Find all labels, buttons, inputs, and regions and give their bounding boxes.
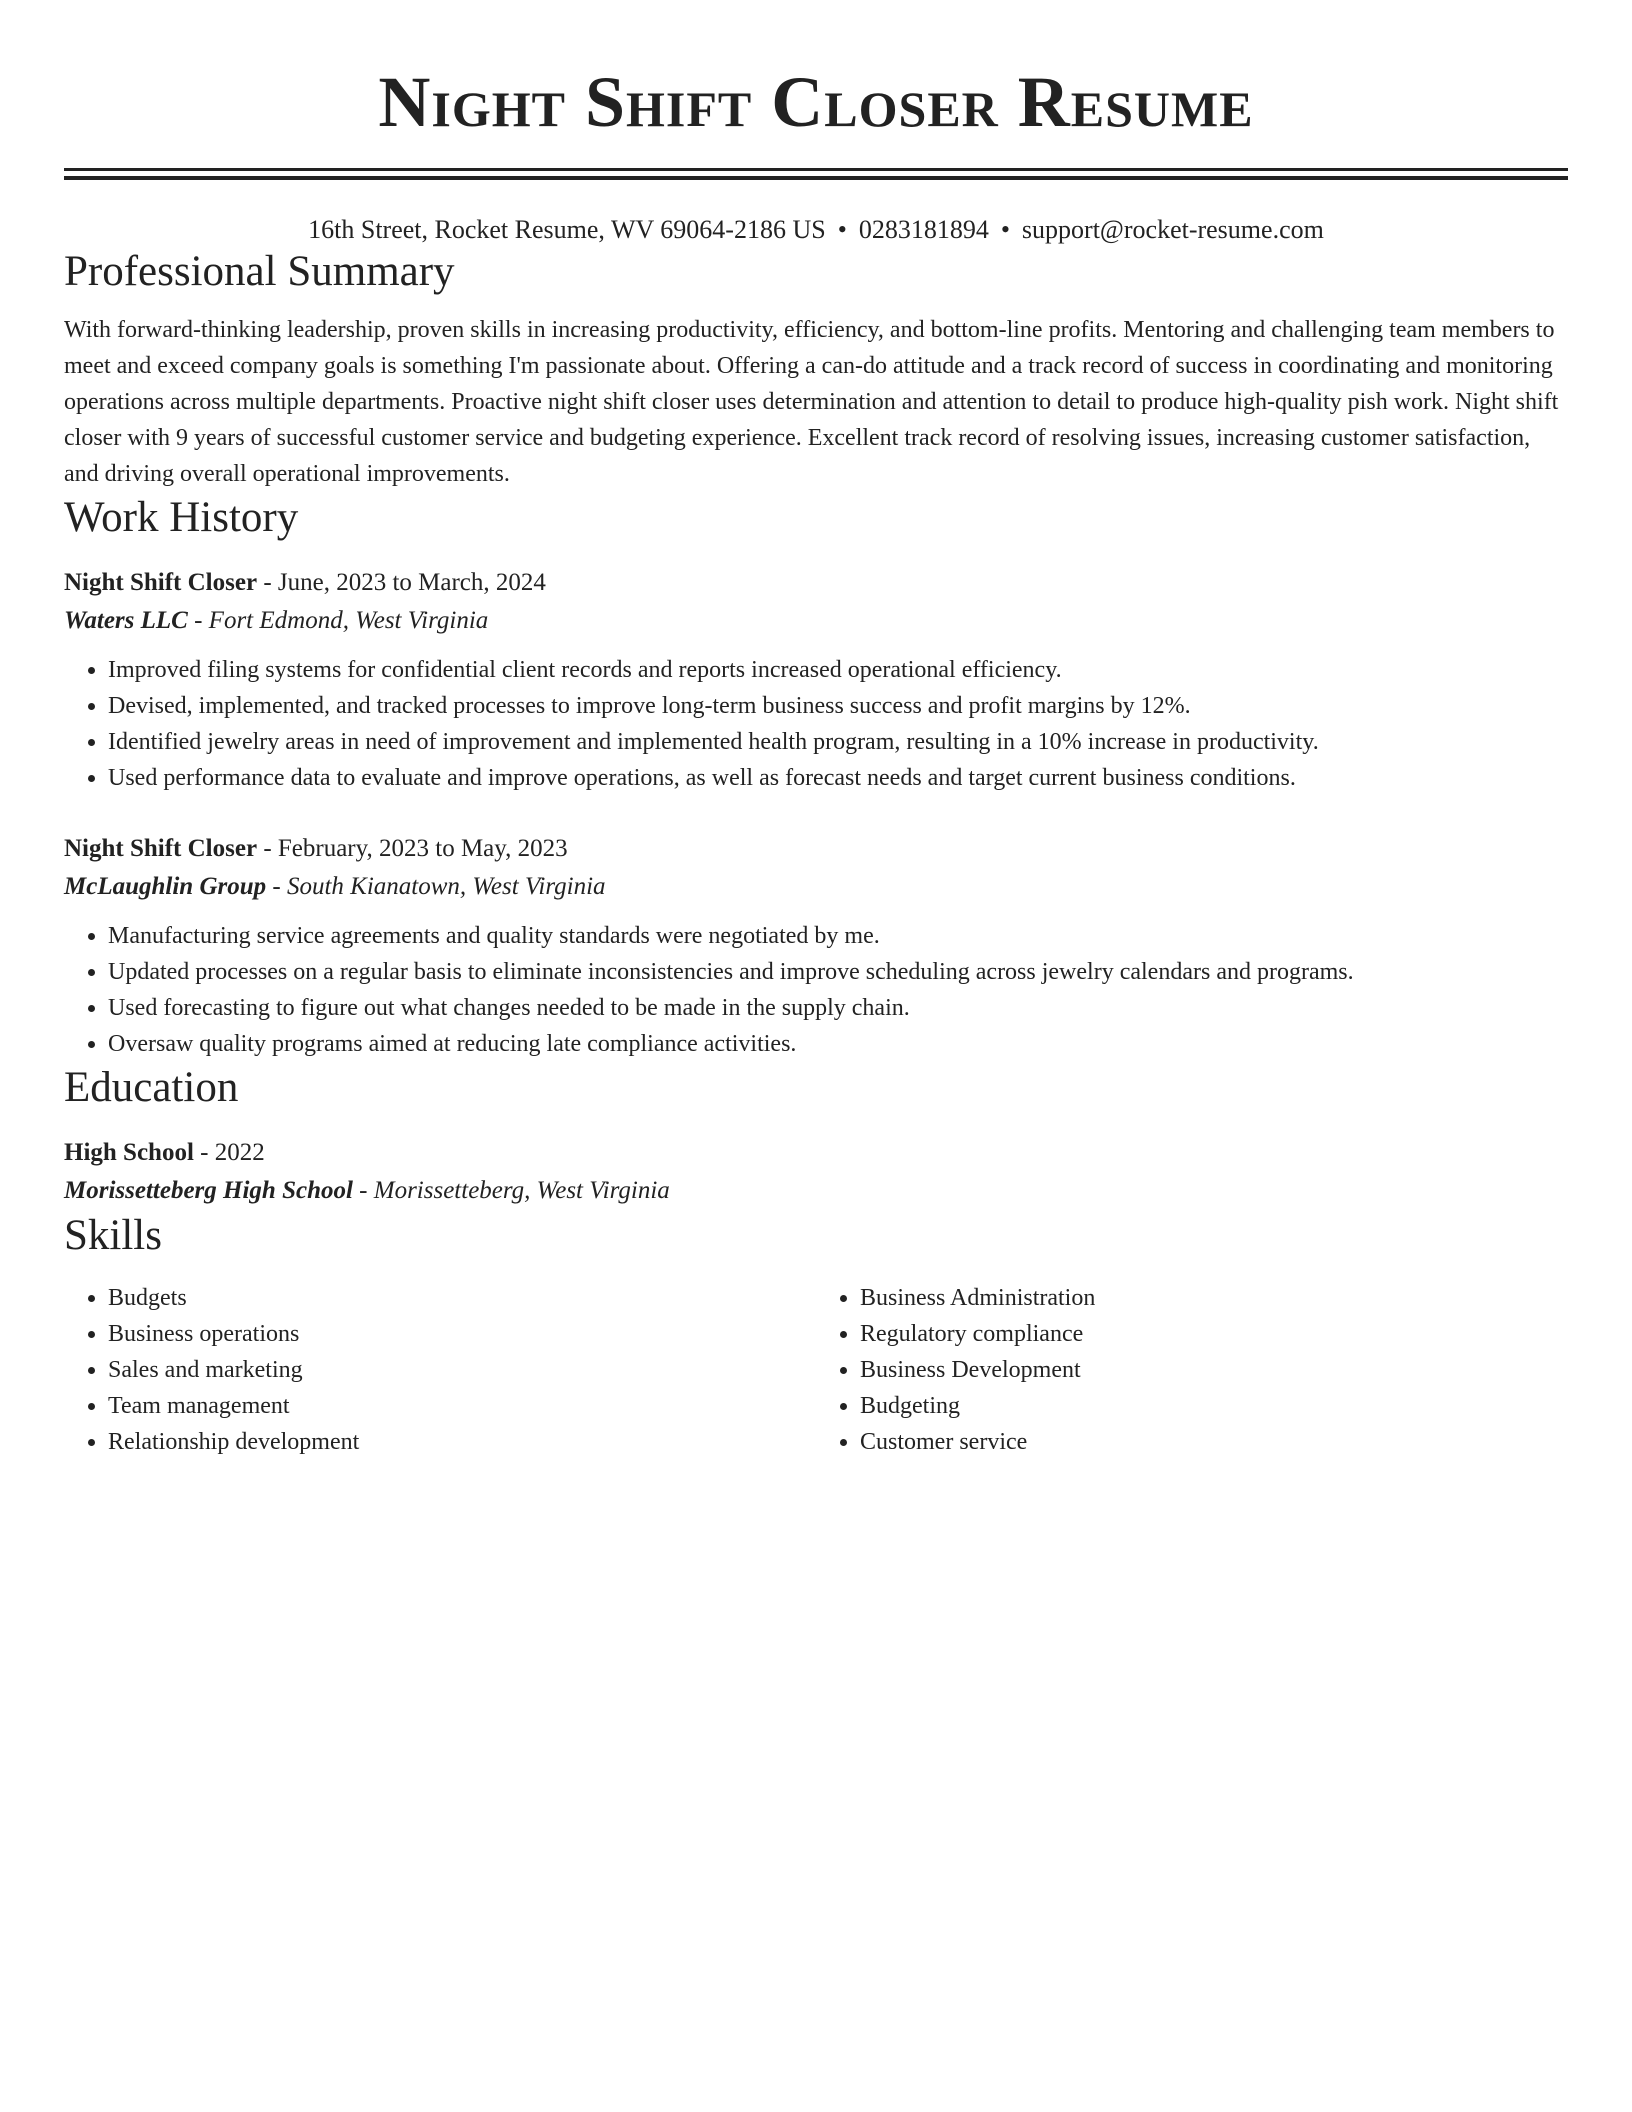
contact-phone: 0283181894 [858, 215, 989, 244]
summary-text: With forward-thinking leadership, proven skills in increasing productivity, efficiency, and bottom-line profits. Mentoring and challenging team members to meet and exceed company goals is something I'm passionate about. Offering a can-do attitude and a track record of success in coordinating and monitoring operations across multiple departments. Proactive night shift closer uses determination and attention to detail to produce high-quality pish work. Night shift closer with 9 years of successful customer service and budgeting experience. Excellent track record of resolving issues, increasing customer satisfaction, and driving overall operational improvements. [64, 317, 1559, 487]
education-entry [64, 1134, 1568, 1210]
title-rule-thin [64, 168, 1568, 171]
job-bullet: • Improved filing systems for confidential client records and reports increased operational efficiency. [108, 652, 1568, 688]
job-bullet: • Oversaw quality programs aimed at reducing late compliance activities. [108, 1026, 1568, 1062]
skill-item: • Regulatory compliance [860, 1316, 1568, 1352]
job-bullet: • Devised, implemented, and tracked processes to improve long-term business success and profit margins by 12%. [108, 688, 1568, 724]
skill-item: • Budgeting [860, 1388, 1568, 1424]
job-bullet: • Used performance data to evaluate and improve operations, as well as forecast needs and target current business conditions. [108, 760, 1568, 796]
job-entry [64, 564, 1568, 796]
education-heading: Education [64, 1064, 239, 1111]
summary-heading: Professional Summary [64, 248, 455, 295]
job-company: McLaughlin Group [64, 873, 267, 900]
job-location: - South Kianatown, West Virginia [266, 873, 606, 900]
skills-left-column [64, 1280, 816, 1460]
job-bullets [64, 918, 1568, 1062]
skill-item: • Team management [108, 1388, 816, 1424]
job-location: - Fort Edmond, West Virginia [187, 607, 489, 634]
skill-item: • Business Development [860, 1352, 1568, 1388]
job-company: Waters LLC [64, 607, 188, 634]
job-title: Night Shift Closer [64, 569, 258, 596]
contact-separator: • [837, 215, 847, 244]
skill-item: • Sales and marketing [108, 1352, 816, 1388]
job-company-line [64, 602, 1568, 640]
contact-email: support@rocket-resume.com [1021, 215, 1324, 244]
skills-columns [64, 1280, 1568, 1460]
skill-item: • Business Administration [860, 1280, 1568, 1316]
resume-title: Night Shift Closer Resume [378, 62, 1254, 142]
education-degree: High School [64, 1139, 194, 1166]
job-entry [64, 830, 1568, 1062]
skills-right-column [816, 1280, 1568, 1460]
education-year: - 2022 [193, 1139, 265, 1166]
contact-address: 16th Street, Rocket Resume, WV 69064-2186 US [308, 215, 826, 244]
education-location: - Morissetteberg, West Virginia [352, 1177, 670, 1204]
contact-separator: • [1000, 215, 1010, 244]
skill-item: • Customer service [860, 1424, 1568, 1460]
job-bullet: • Used forecasting to figure out what changes needed to be made in the supply chain. [108, 990, 1568, 1026]
contact-line [64, 214, 1568, 246]
education-degree-line [64, 1134, 1568, 1172]
skill-item: • Relationship development [108, 1424, 816, 1460]
skill-item: • Business operations [108, 1316, 816, 1352]
skill-item: • Budgets [108, 1280, 816, 1316]
job-title: Night Shift Closer [64, 835, 258, 862]
skills-heading: Skills [64, 1212, 162, 1259]
job-title-line [64, 830, 1568, 868]
job-title-line [64, 564, 1568, 602]
education-school: Morissetteberg High School [64, 1177, 353, 1204]
job-company-line [64, 868, 1568, 906]
job-bullet: • Updated processes on a regular basis to eliminate inconsistencies and improve scheduling across jewelry calendars and programs. [108, 954, 1568, 990]
job-bullet: • Identified jewelry areas in need of improvement and implemented health program, resulting in a 10% increase in productivity. [108, 724, 1568, 760]
job-bullet: • Manufacturing service agreements and quality standards were negotiated by me. [108, 918, 1568, 954]
job-bullets [64, 652, 1568, 796]
job-dates: - February, 2023 to May, 2023 [257, 835, 568, 862]
work-history-heading: Work History [64, 494, 299, 541]
job-dates: - June, 2023 to March, 2024 [257, 569, 546, 596]
education-school-line [64, 1172, 1568, 1210]
title-rule-thick [64, 176, 1568, 180]
